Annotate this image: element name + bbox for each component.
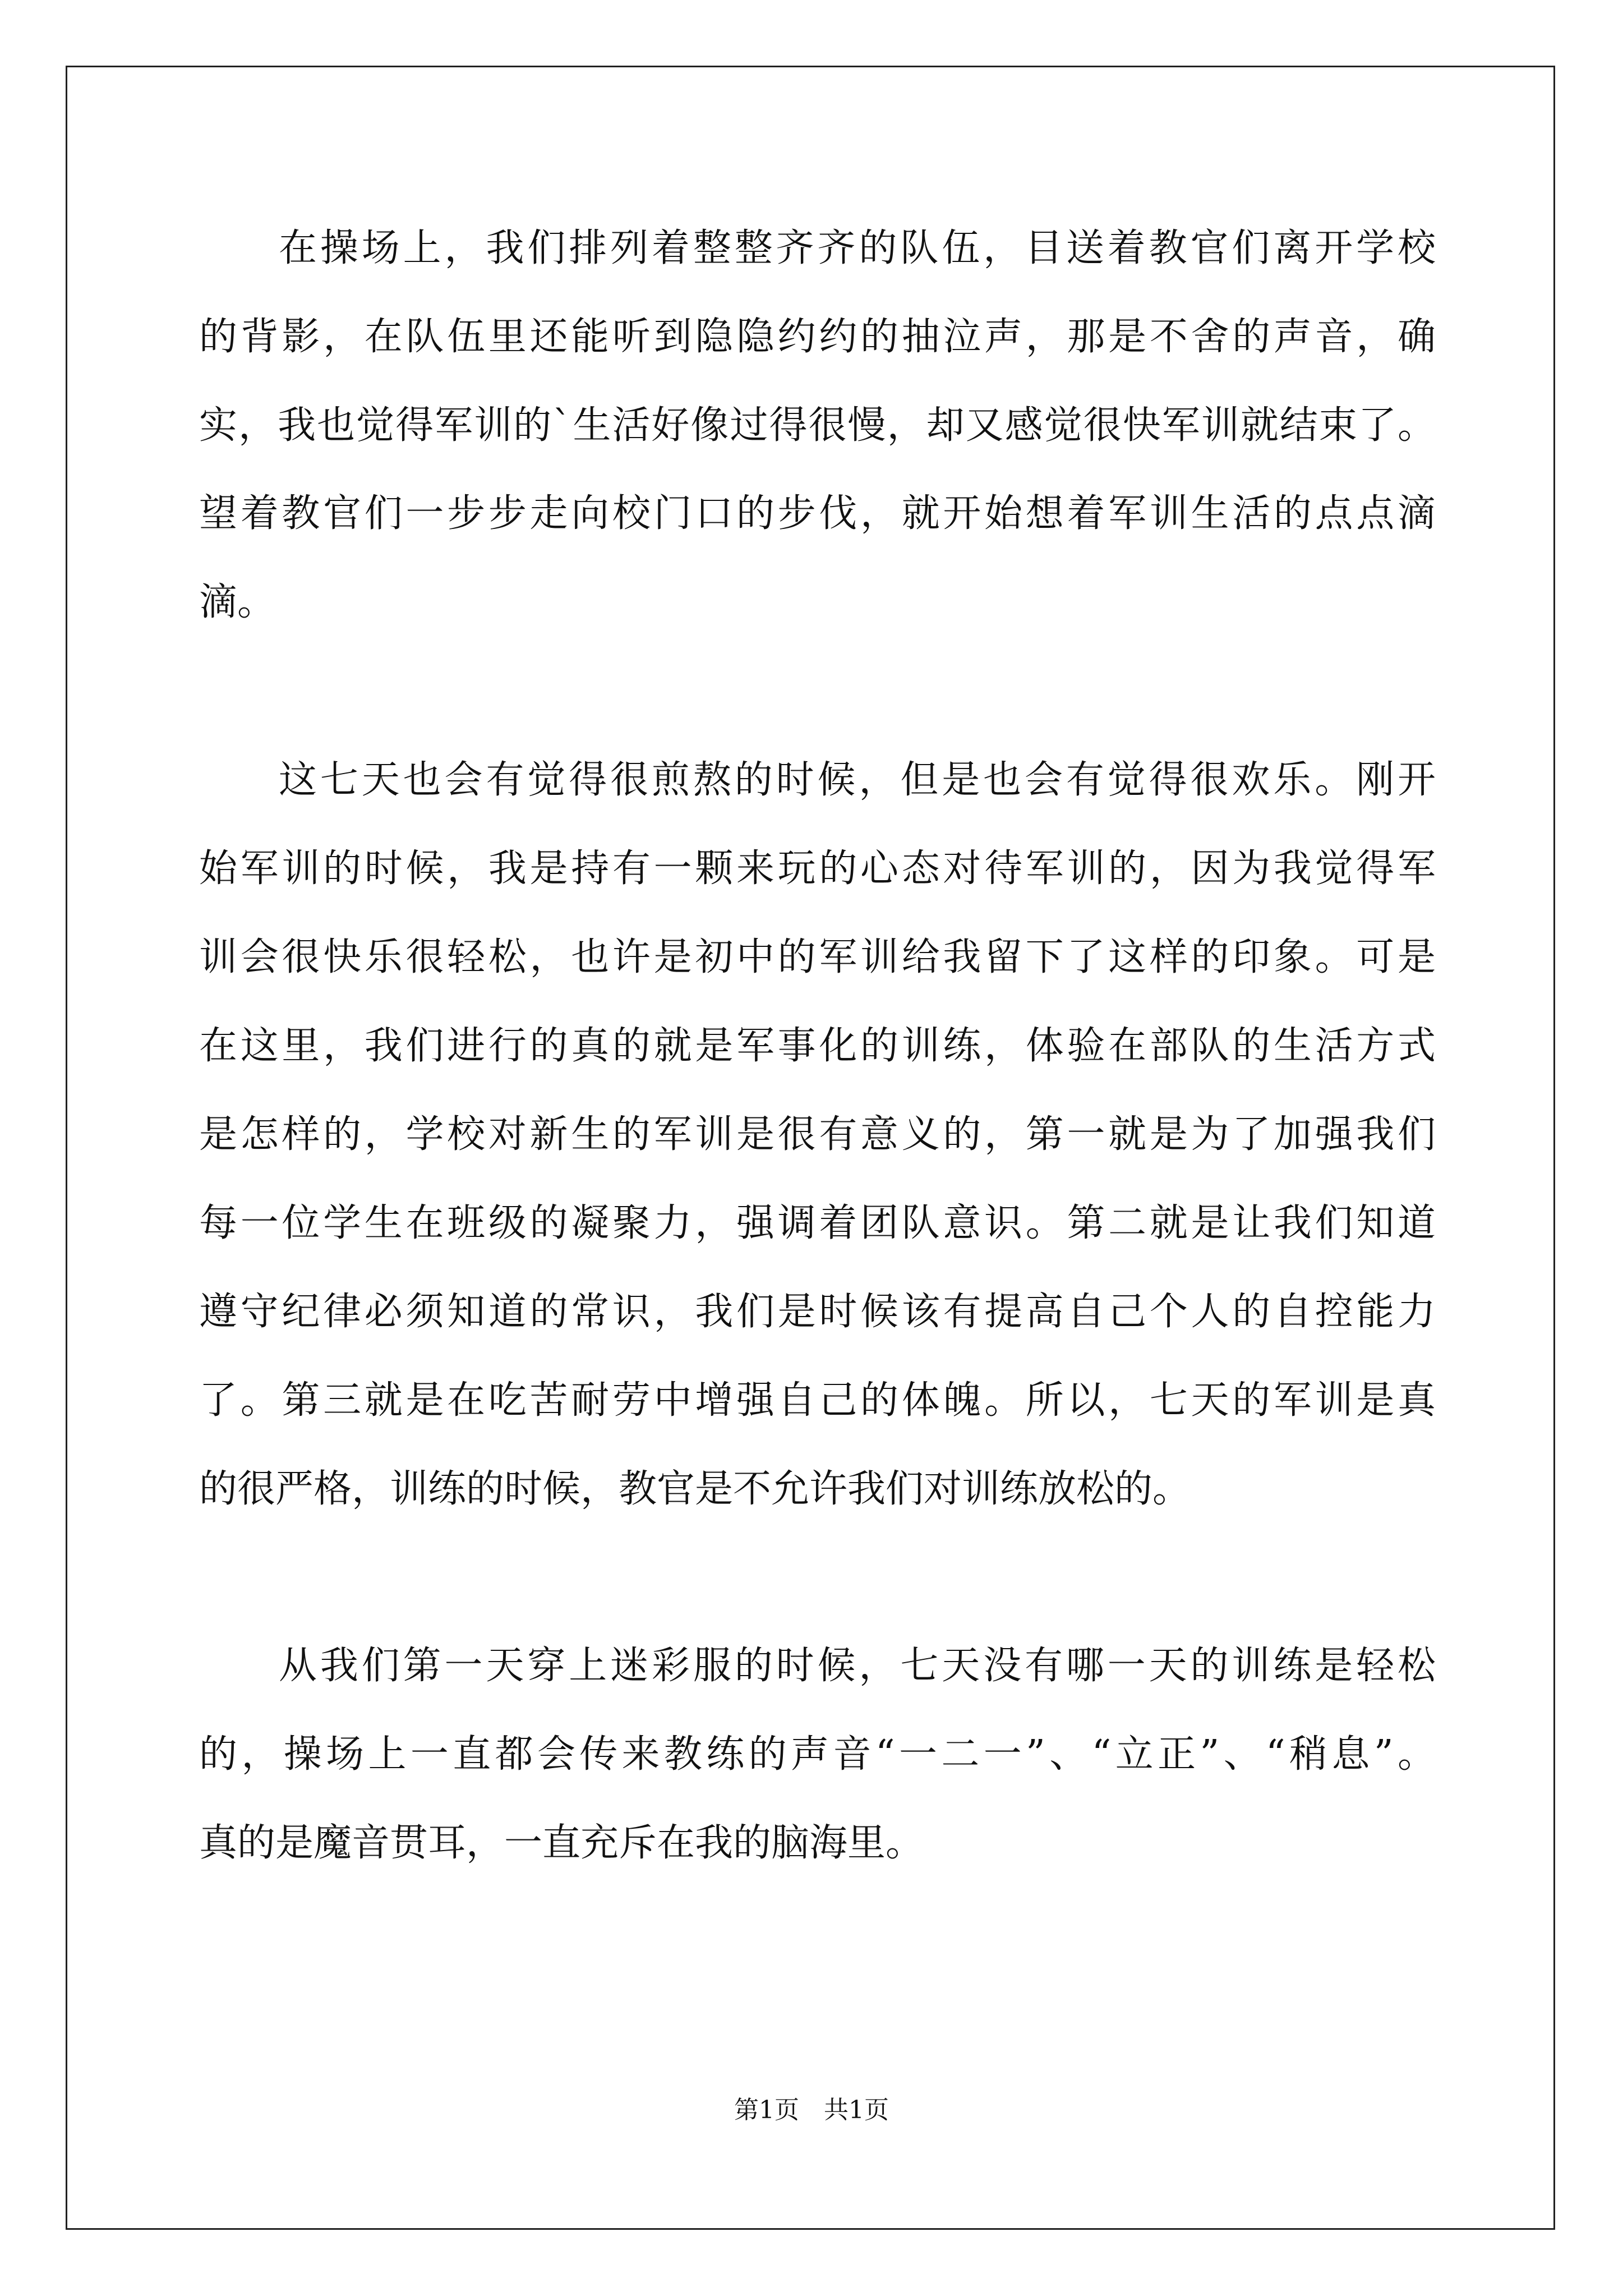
paragraph-1-line-4: 望着教官们一步步走向校门口的步伐，就开始想着军训生活的点点滴: [199, 491, 1436, 536]
paragraph-1-line-5: 滴。: [199, 580, 276, 624]
paragraph-2-line-4: 在这里，我们进行的真的就是军事化的训练，体验在部队的生活方式: [199, 1024, 1436, 1068]
paragraph-2-line-3: 训会很快乐很轻松，也许是初中的军训给我留下了这样的印象。可是: [199, 935, 1436, 979]
paragraph-2-line-5: 是怎样的，学校对新生的军训是很有意义的，第一就是为了加强我们: [199, 1112, 1436, 1157]
paragraph-2-line-8: 了。第三就是在吃苦耐劳中增强自己的体魄。所以，七天的军训是真: [199, 1378, 1436, 1423]
paragraph-1-line-1: 在操场上，我们排列着整整齐齐的队伍，目送着教官们离开学校: [279, 226, 1436, 270]
paragraph-1-line-2: 的背影，在队伍里还能听到隐隐约约的抽泣声，那是不舍的声音，确: [199, 315, 1436, 359]
paragraph-2-line-2: 始军训的时候，我是持有一颗来玩的心态对待军训的，因为我觉得军: [199, 846, 1436, 891]
paragraph-2-line-6: 每一位学生在班级的凝聚力，强调着团队意识。第二就是让我们知道: [199, 1201, 1436, 1245]
paragraph-1-line-3: 实，我也觉得军训的`生活好像过得很慢，却又感觉很快军训就结束了。: [199, 403, 1436, 448]
paragraph-2-line-7: 遵守纪律必须知道的常识，我们是时候该有提高自己个人的自控能力: [199, 1290, 1436, 1334]
paragraph-3-line-3: 真的是魔音贯耳，一直充斥在我的脑海里。: [199, 1821, 924, 1865]
paragraph-2-line-9: 的很严格，训练的时候，教官是不允许我们对训练放松的。: [199, 1467, 1191, 1511]
paragraph-3-line-1: 从我们第一天穿上迷彩服的时候，七天没有哪一天的训练是轻松: [279, 1644, 1436, 1688]
paragraph-2-line-1: 这七天也会有觉得很煎熬的时候，但是也会有觉得很欢乐。刚开: [279, 758, 1436, 802]
page-number-footer: 第1页 共1页: [734, 2096, 889, 2124]
paragraph-3-line-2: 的，操场上一直都会传来教练的声音“一二一”、“立正”、“稍息”。: [199, 1732, 1436, 1777]
